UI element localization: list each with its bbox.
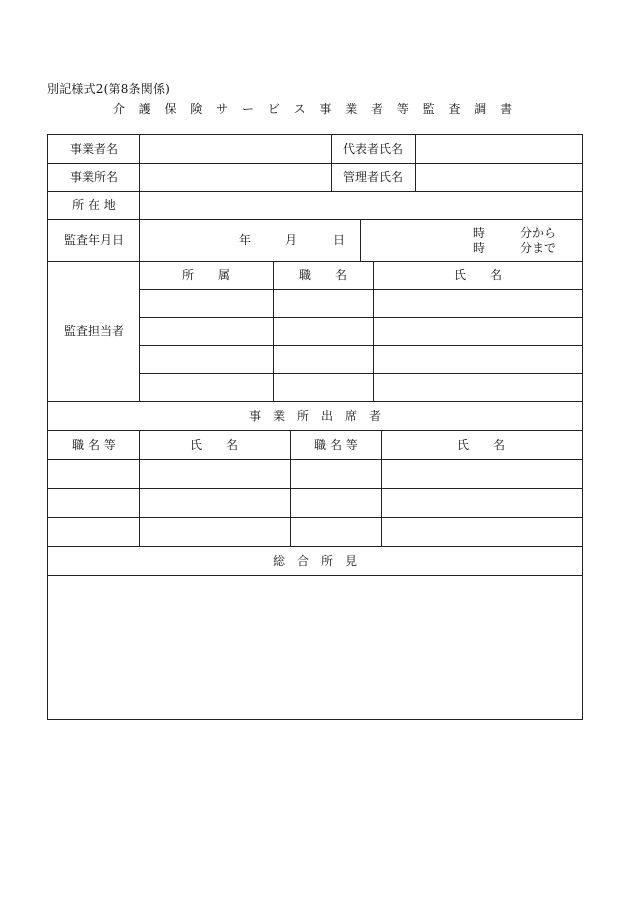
form-number: 別記様式2(第8条関係)	[47, 82, 171, 96]
attendee-position-field[interactable]	[291, 460, 380, 487]
row-divider	[48, 261, 582, 262]
attendee-name-field[interactable]	[382, 460, 582, 487]
attendee-name-field[interactable]	[140, 518, 289, 545]
business-name-label: 事業者名	[69, 142, 119, 156]
attendee-position-field[interactable]	[49, 460, 138, 487]
auditor-name-field[interactable]	[374, 290, 582, 316]
hour-from-unit: 時	[473, 226, 486, 240]
auditor-name-field[interactable]	[374, 346, 582, 372]
auditor-position-field[interactable]	[274, 318, 372, 344]
auditor-affiliation-field[interactable]	[140, 290, 272, 316]
representative-name-field[interactable]	[416, 136, 582, 162]
manager-name-field[interactable]	[416, 164, 582, 190]
attendee-position-field[interactable]	[49, 518, 138, 545]
row-divider	[48, 401, 582, 402]
location-field[interactable]	[140, 192, 582, 218]
attendee-header-position-2: 職 名 等	[314, 438, 358, 452]
auditor-name-field[interactable]	[374, 374, 582, 400]
column-divider	[331, 135, 332, 191]
auditor-header-position: 職 名	[298, 268, 348, 282]
auditor-position-field[interactable]	[274, 346, 372, 372]
attendees-section-title: 事 業 所 出 席 者	[248, 409, 382, 423]
office-name-field[interactable]	[140, 164, 330, 190]
opinion-field[interactable]	[49, 576, 582, 718]
minute-from-unit: 分から	[520, 226, 557, 240]
auditor-label: 監査担当者	[63, 324, 125, 338]
auditor-position-field[interactable]	[274, 374, 372, 400]
auditor-affiliation-field[interactable]	[140, 374, 272, 400]
audit-form	[47, 134, 583, 720]
location-label: 所 在 地	[72, 198, 116, 212]
attendee-position-field[interactable]	[291, 489, 380, 516]
opinion-section-title: 総 合 所 見	[272, 554, 358, 568]
year-unit: 年	[239, 233, 252, 247]
auditor-position-field[interactable]	[274, 290, 372, 316]
attendee-position-field[interactable]	[49, 489, 138, 516]
document-title: 介 護 保 険 サ ー ビ ス 事 業 者 等 監 査 調 書	[112, 102, 518, 116]
row-divider	[48, 546, 582, 547]
attendee-position-field[interactable]	[291, 518, 380, 545]
minute-to-unit: 分まで	[520, 241, 557, 255]
auditor-affiliation-field[interactable]	[140, 318, 272, 344]
month-unit: 月	[285, 233, 298, 247]
audit-date-label: 監査年月日	[63, 233, 125, 247]
representative-name-label: 代表者氏名	[342, 142, 404, 156]
day-unit: 日	[333, 233, 346, 247]
attendee-header-position-1: 職 名 等	[72, 438, 116, 452]
attendee-name-field[interactable]	[140, 460, 289, 487]
attendee-name-field[interactable]	[140, 489, 289, 516]
attendee-header-name-2: 氏 名	[456, 438, 506, 452]
attendee-name-field[interactable]	[382, 489, 582, 516]
auditor-header-affiliation: 所 属	[181, 268, 231, 282]
auditor-header-name: 氏 名	[453, 268, 503, 282]
office-name-label: 事業所名	[69, 170, 119, 184]
attendee-header-name-1: 氏 名	[189, 438, 239, 452]
auditor-name-field[interactable]	[374, 318, 582, 344]
auditor-affiliation-field[interactable]	[140, 346, 272, 372]
attendee-name-field[interactable]	[382, 518, 582, 545]
hour-to-unit: 時	[473, 241, 486, 255]
manager-name-label: 管理者氏名	[342, 170, 404, 184]
row-divider	[48, 430, 582, 431]
business-name-field[interactable]	[140, 136, 330, 162]
